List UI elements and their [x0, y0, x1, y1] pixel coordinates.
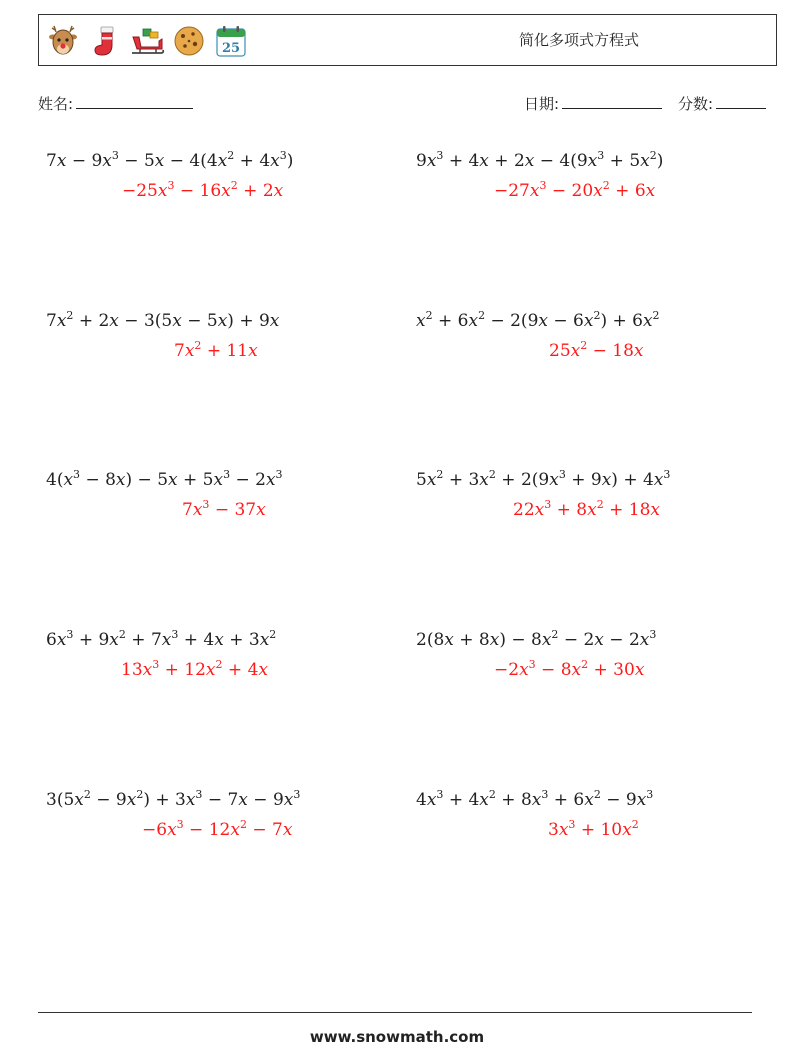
worksheet-title: 简化多项式方程式	[519, 31, 640, 49]
name-label: 姓名:	[38, 95, 74, 113]
date-label: 日期:	[524, 95, 560, 113]
date-blank-line[interactable]	[562, 93, 662, 109]
problem-answer: $3x^3 + 10x^2$	[548, 818, 639, 840]
problem-expression: $7x^2 + 2x - 3(5x - 5x) + 9x$	[46, 309, 280, 331]
problem-answer: $7x^2 + 11x$	[174, 339, 258, 361]
calendar-icon	[213, 23, 249, 59]
score-label: 分数:	[678, 95, 714, 113]
problem-expression: $x^2 + 6x^2 - 2(9x - 6x^2) + 6x^2$	[416, 309, 660, 331]
christmas-stocking-icon	[87, 23, 123, 59]
problem-answer: $13x^3 + 12x^2 + 4x$	[121, 658, 268, 680]
worksheet-header	[38, 14, 777, 66]
cookie-icon	[171, 23, 207, 59]
footer-divider	[38, 1012, 752, 1013]
score-field	[678, 93, 766, 114]
header-icons	[45, 23, 249, 59]
problem-expression: $7x - 9x^3 - 5x - 4(4x^2 + 4x^3)$	[46, 149, 294, 171]
problem-answer: $7x^3 - 37x$	[182, 498, 266, 520]
reindeer-icon	[45, 23, 81, 59]
name-blank-line[interactable]	[76, 93, 193, 109]
problem-expression: $6x^3 + 9x^2 + 7x^3 + 4x + 3x^2$	[46, 628, 277, 650]
problem-expression: $3(5x^2 - 9x^2) + 3x^3 - 7x - 9x^3$	[46, 788, 301, 810]
problem-expression: $9x^3 + 4x + 2x - 4(9x^3 + 5x^2)$	[416, 149, 664, 171]
problem-answer: $-25x^3 - 16x^2 + 2x$	[122, 179, 284, 201]
problem-answer: $-6x^3 - 12x^2 - 7x$	[142, 818, 293, 840]
problem-expression: $4x^3 + 4x^2 + 8x^3 + 6x^2 - 9x^3$	[416, 788, 654, 810]
problem-expression: $4(x^3 - 8x) - 5x + 5x^3 - 2x^3$	[46, 468, 283, 490]
problem-expression: $5x^2 + 3x^2 + 2(9x^3 + 9x) + 4x^3$	[416, 468, 671, 490]
problem-answer: $-2x^3 - 8x^2 + 30x$	[494, 658, 645, 680]
footer-url[interactable]: www.snowmath.com	[309, 1028, 485, 1046]
score-blank-line[interactable]	[716, 93, 766, 109]
date-field	[524, 93, 662, 114]
name-field	[38, 93, 193, 114]
problem-answer: $25x^2 - 18x$	[549, 339, 644, 361]
problem-answer: $-27x^3 - 20x^2 + 6x$	[494, 179, 656, 201]
calendar-day: 25	[221, 41, 241, 56]
problem-expression: $2(8x + 8x) - 8x^2 - 2x - 2x^3$	[416, 628, 657, 650]
sleigh-icon	[129, 23, 165, 59]
problem-answer: $22x^3 + 8x^2 + 18x$	[513, 498, 660, 520]
